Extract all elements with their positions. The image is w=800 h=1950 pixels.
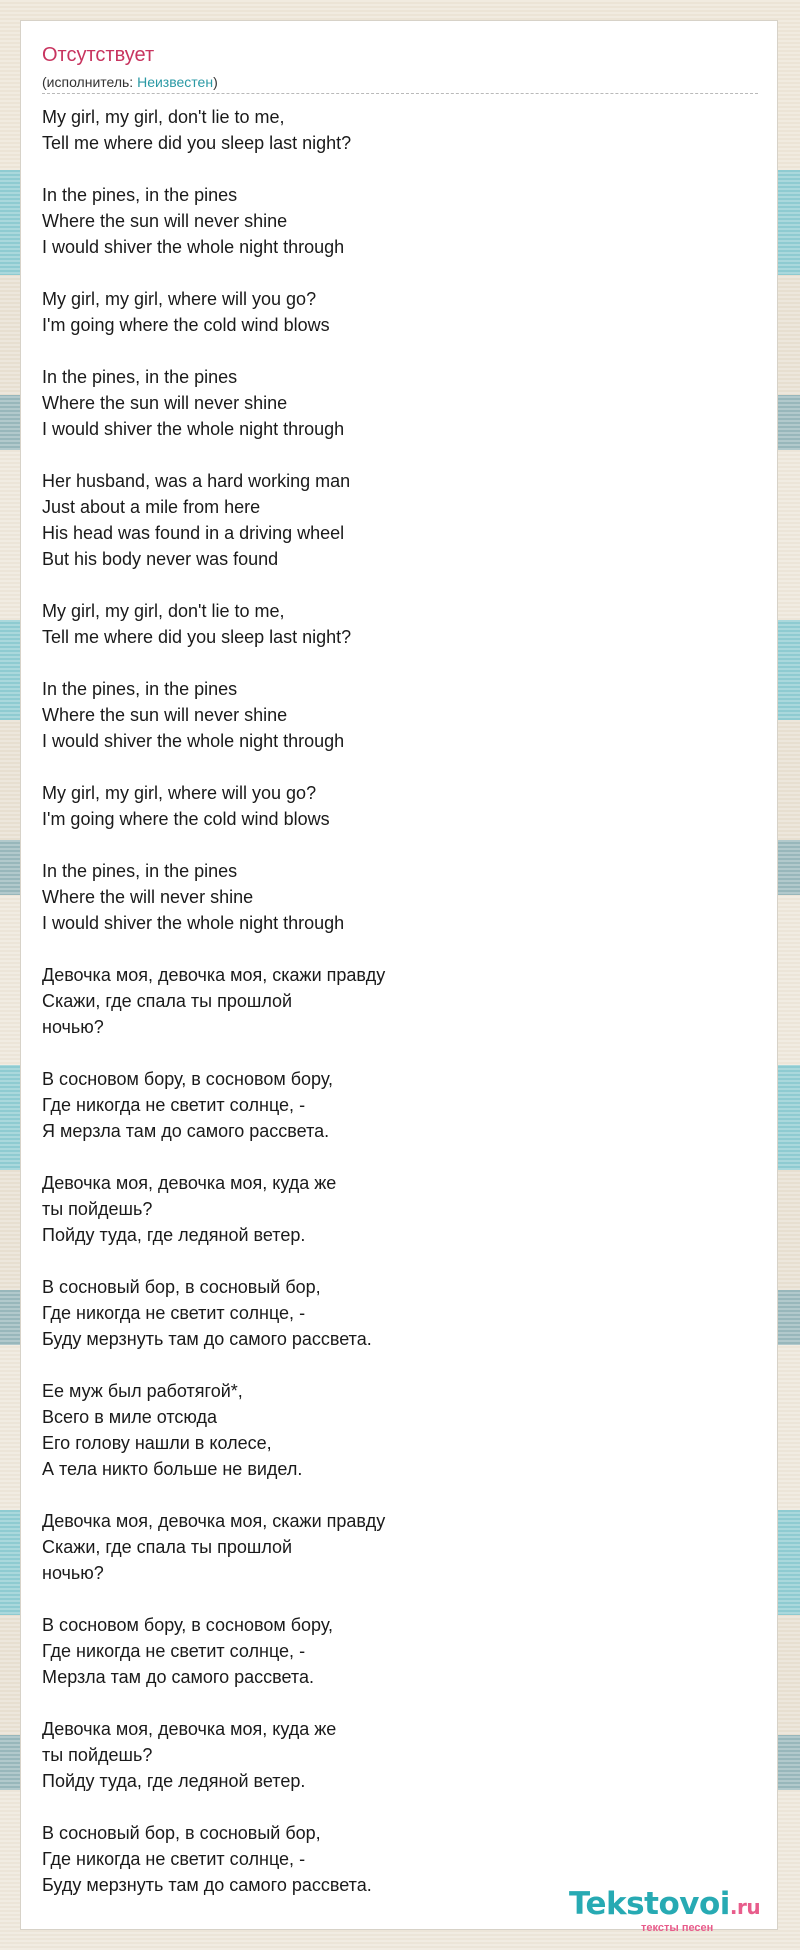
lyric-line: His head was found in a driving wheel (42, 523, 345, 543)
lyric-line: Tell me where did you sleep last night? (42, 133, 352, 153)
lyric-line: Где никогда не светит солнце, - (42, 1095, 306, 1115)
lyric-line: In the pines, in the pines (42, 367, 238, 387)
lyric-line: Where the will never shine (42, 887, 254, 907)
lyric-line: I would shiver the whole night through (42, 731, 345, 751)
artist-link[interactable]: Неизвестен (137, 74, 214, 90)
lyric-line: Где никогда не светит солнце, - (42, 1641, 306, 1661)
stanza (42, 286, 742, 338)
lyric-line: Его голову нашли в колесе, (42, 1433, 272, 1453)
lyric-line: Where the sun will never shine (42, 211, 288, 231)
stanza (42, 182, 742, 260)
lyric-line: А тела никто больше не видел. (42, 1459, 303, 1479)
artist-line (42, 73, 218, 91)
lyric-line: In the pines, in the pines (42, 185, 238, 205)
stanza (42, 1066, 742, 1144)
lyric-line: My girl, my girl, where will you go? (42, 783, 317, 803)
lyric-line: Пойду туда, где ледяной ветер. (42, 1771, 306, 1791)
stanza (42, 1716, 742, 1794)
lyric-line: In the pines, in the pines (42, 861, 238, 881)
lyric-line: Скажи, где спала ты прошлой (42, 991, 293, 1011)
lyric-line: Где никогда не светит солнце, - (42, 1849, 306, 1869)
lyric-line: Всего в миле отсюда (42, 1407, 217, 1427)
lyric-line: В сосновый бор, в сосновый бор, (42, 1823, 321, 1843)
lyric-line: Где никогда не светит солнце, - (42, 1303, 306, 1323)
lyric-line: В сосновом бору, в сосновом бору, (42, 1069, 334, 1089)
lyric-line: I would shiver the whole night through (42, 419, 345, 439)
stanza (42, 1508, 742, 1586)
lyrics-card (20, 20, 778, 1934)
stanza (42, 1170, 742, 1248)
lyric-line: Буду мерзнуть там до самого рассвета. (42, 1875, 372, 1895)
lyric-line: Девочка моя, девочка моя, скажи правду (42, 965, 386, 985)
lyric-line: Я мерзла там до самого рассвета. (42, 1121, 330, 1141)
lyric-line: ночью? (42, 1017, 104, 1037)
stanza (42, 598, 742, 650)
lyric-line: Ее муж был работягой*, (42, 1381, 243, 1401)
artist-suffix: ) (213, 74, 218, 90)
stanza (42, 104, 742, 156)
lyric-line: But his body never was found (42, 549, 279, 569)
stanza (42, 1612, 742, 1690)
lyric-line: Tell me where did you sleep last night? (42, 627, 352, 647)
lyric-line: Девочка моя, девочка моя, скажи правду (42, 1511, 386, 1531)
lyric-line: Пойду туда, где ледяной ветер. (42, 1225, 306, 1245)
lyric-line: В сосновый бор, в сосновый бор, (42, 1277, 321, 1297)
lyric-line: Where the sun will never shine (42, 393, 288, 413)
stanza (42, 962, 742, 1040)
lyric-line: ты пойдешь? (42, 1199, 153, 1219)
artist-prefix: (исполнитель: (42, 74, 138, 90)
lyric-line: Мерзла там до самого рассвета. (42, 1667, 314, 1687)
lyric-line: ночью? (42, 1563, 104, 1583)
lyric-line: My girl, my girl, where will you go? (42, 289, 317, 309)
lyric-line: Буду мерзнуть там до самого рассвета. (42, 1329, 372, 1349)
lyric-line: ты пойдешь? (42, 1745, 153, 1765)
logo-name: Tekstovoi (569, 1886, 730, 1922)
title-divider (42, 93, 758, 94)
lyric-line: В сосновом бору, в сосновом бору, (42, 1615, 334, 1635)
lyric-line: I would shiver the whole night through (42, 237, 345, 257)
lyric-line: Her husband, was a hard working man (42, 471, 351, 491)
logo-wordmark (569, 1886, 760, 1922)
lyric-line: Скажи, где спала ты прошлой (42, 1537, 293, 1557)
stanza (42, 1274, 742, 1352)
lyric-line: Just about a mile from here (42, 497, 261, 517)
stanza (42, 780, 742, 832)
site-logo[interactable] (569, 1886, 789, 1938)
logo-tagline: тексты песен (641, 1922, 714, 1934)
lyric-line: I would shiver the whole night through (42, 913, 345, 933)
stanza (42, 858, 742, 936)
lyric-line: I'm going where the cold wind blows (42, 315, 330, 335)
lyric-line: Девочка моя, девочка моя, куда же (42, 1719, 337, 1739)
lyric-line: My girl, my girl, don't lie to me, (42, 107, 285, 127)
lyric-line: My girl, my girl, don't lie to me, (42, 601, 285, 621)
lyric-line: In the pines, in the pines (42, 679, 238, 699)
song-title: Отсутствует (42, 44, 155, 66)
stanza (42, 364, 742, 442)
stanza (42, 1378, 742, 1482)
logo-tld: .ru (729, 1895, 761, 1919)
stanza (42, 468, 742, 572)
lyrics-text (42, 104, 742, 1924)
lyric-line: Девочка моя, девочка моя, куда же (42, 1173, 337, 1193)
lyric-line: I'm going where the cold wind blows (42, 809, 330, 829)
lyric-line: Where the sun will never shine (42, 705, 288, 725)
stanza (42, 676, 742, 754)
